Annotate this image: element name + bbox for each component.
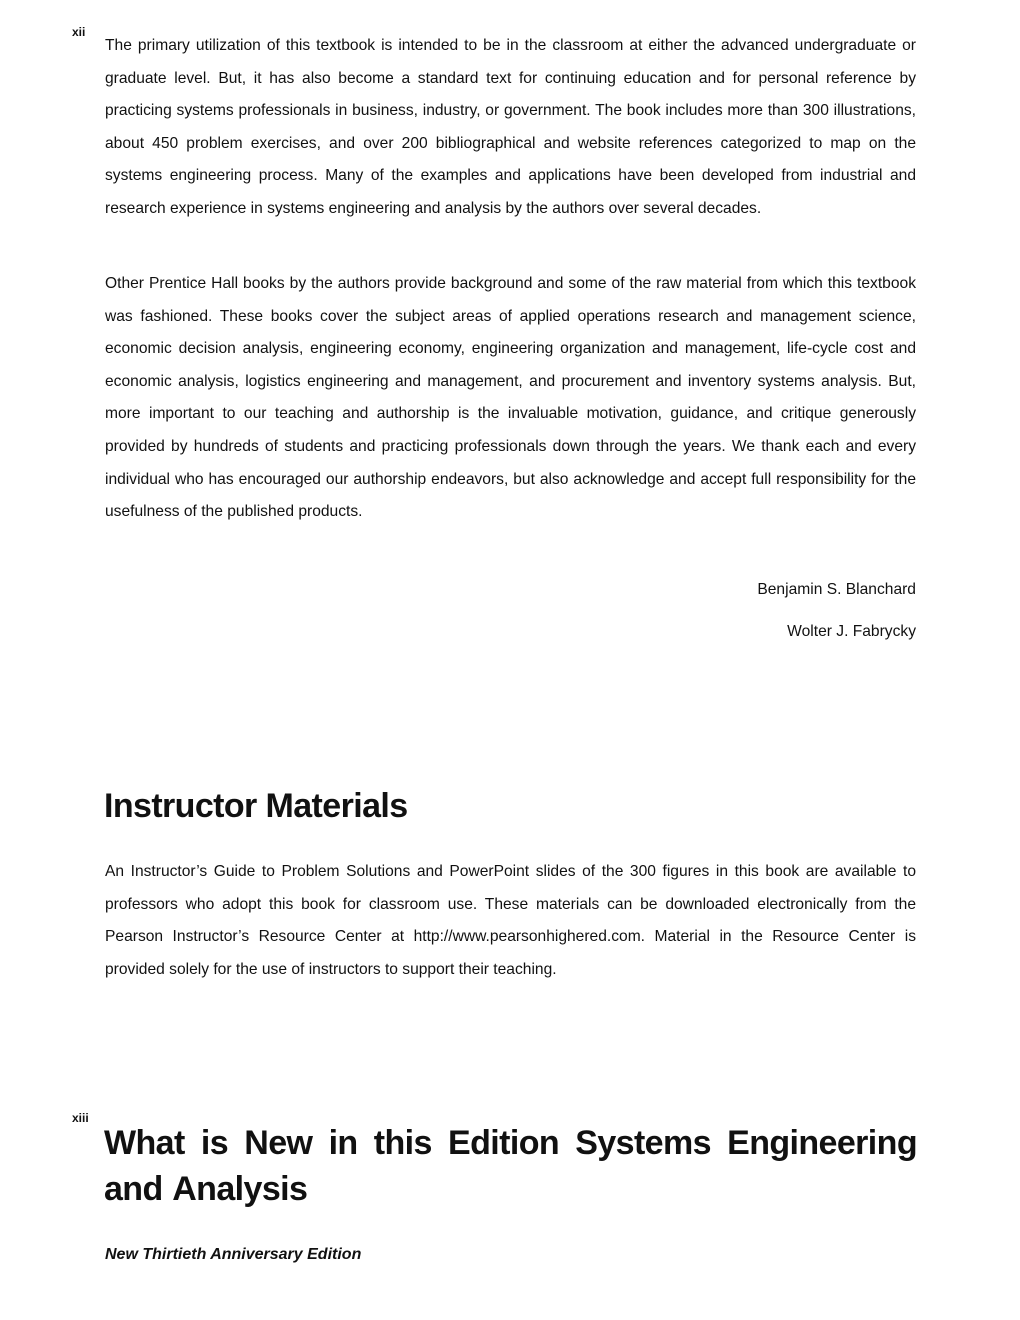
preface-paragraph-1: The primary utilization of this textbook is intended to be in the classroom at either the advanced undergraduate or graduate level. But, it has also become a standard text for continuing education and for personal reference by practicing systems professionals in business, industry, or government. The book includes more than 300 illustrations, about 450 problem exercises, and over 200 bibliographical and website references categorized to map on the systems engineering process. Many of the examples and applications have been developed from industrial and research experience in systems engineering and analysis by the authors over several decades. — [105, 37, 916, 217]
whats-new-heading: What is New in this Edition Systems Engineering and Analysis — [104, 1124, 917, 1208]
page-number-xii: xii — [72, 25, 86, 39]
author-signature-2: Wolter J. Fabrycky — [787, 623, 916, 640]
preface-paragraph-2: Other Prentice Hall books by the authors provide background and some of the raw material from which this textbook was fashioned. These books cover the subject areas of applied operations research and management science, economic decision analysis, engineering economy, engineering organization and management, life-cycle cost and economic analysis, logistics engineering and management, and procurement and inventory systems analysis. But, more important to our teaching and authorship is the invaluable motivation, guidance, and critique generously provided by hundreds of students and practicing professionals down through the years. We thank each and every individual who has encouraged our authorship endeavors, but also acknowledge and accept full responsibility for the usefulness of the published products. — [105, 275, 916, 521]
instructor-materials-heading: Instructor Materials — [104, 787, 408, 825]
instructor-materials-paragraph: An Instructor’s Guide to Problem Solutions and PowerPoint slides of the 300 figures in this book are available to professors who adopt this book for classroom use. These materials can be downloaded electronically from the Pearson Instructor’s Resource Center at http://www.pearsonhighered.com. Material in the Resource Center is provided solely for the use of instructors to support their teaching. — [105, 863, 916, 978]
page-number-xiii: xiii — [72, 1111, 89, 1125]
edition-subtitle: New Thirtieth Anniversary Edition — [105, 1246, 362, 1263]
author-signature-1: Benjamin S. Blanchard — [757, 581, 916, 598]
